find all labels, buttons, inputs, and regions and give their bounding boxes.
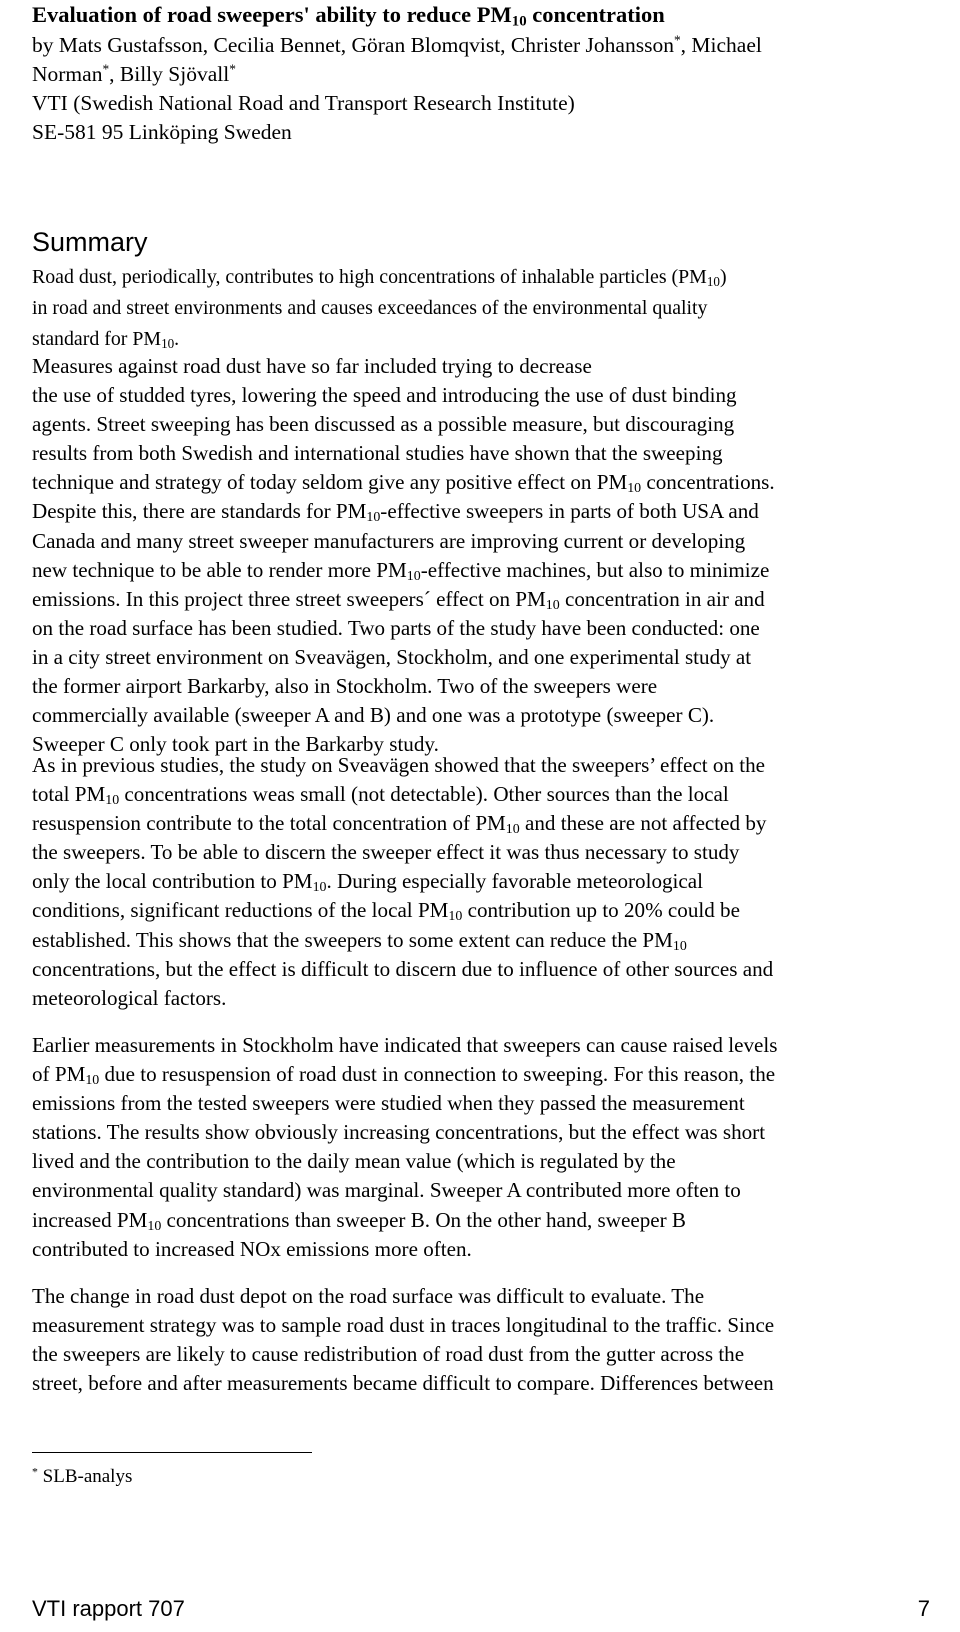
text-line: The change in road dust depot on the road surface was difficult to evaluate. The	[32, 1284, 705, 1308]
text-line: standard for $PM_{10}$.	[32, 328, 180, 351]
text-line: the sweepers. To be able to discern the sweeper effect it was thus necessary to study	[32, 840, 740, 865]
footnote-separator	[32, 1452, 312, 1453]
text-line: results from both Swedish and international studies have shown that the sweeping	[32, 441, 723, 466]
text-line: stations. The results show obviously increasing concentrations, but the effect was short	[32, 1120, 766, 1145]
text-line: As in previous studies, the study on Sveavägen showed that the sweepers’ effect on the	[32, 753, 766, 777]
text-line: agents. Street sweeping has been discussed as a possible measure, but discouraging	[32, 412, 735, 437]
paragraph-emissions	[32, 1031, 952, 1264]
text-line: established. This shows that the sweepers to some extent can reduce the $PM_{10}$	[32, 927, 687, 954]
institute-address: SE-581 95 Linköping Sweden	[32, 120, 292, 144]
text-line: resuspension contribute to the total concentration of $PM_{10}$ and these are not affected by	[32, 811, 767, 838]
text-line: meteorological factors.	[32, 985, 227, 1010]
text-line: the former airport Barkarby, also in Stockholm. Two of the sweepers were	[32, 674, 658, 699]
text-line: street, before and after measurements became difficult to compare. Differences between	[32, 1371, 774, 1396]
text-line: technique and strategy of today seldom give any positive effect on $PM_{10}$ concentrations.	[32, 470, 775, 497]
text-line: Canada and many street sweeper manufacturers are improving current or developing	[32, 528, 746, 553]
text-line: conditions, significant reductions of the local $PM_{10}$ contribution up to 20% could be	[32, 898, 740, 925]
text-line: measurement strategy was to sample road dust in traces longitudinal to the traffic. Since	[32, 1313, 775, 1338]
text-line: the sweepers are likely to cause redistribution of road dust from the gutter across the	[32, 1342, 745, 1367]
summary-heading: Summary	[32, 227, 148, 257]
footer-report-name: VTI rapport 707	[32, 1596, 185, 1621]
summary-paragraph-start	[32, 262, 952, 355]
text-line: lived and the contribution to the daily mean value (which is regulated by the	[32, 1149, 676, 1174]
text-line: the use of studded tyres, lowering the speed and introducing the use of dust binding	[32, 383, 737, 408]
text-line: only the local contribution to $PM_{10}$. During especially favorable meteorological	[32, 869, 703, 896]
text-line: of $PM_{10}$ due to resuspension of road dust in connection to sweeping. For this reason, the	[32, 1062, 776, 1089]
text-line: commercially available (sweeper A and B) and one was a prototype (sweeper C).	[32, 703, 715, 728]
footer-page-number: 7	[917, 1596, 930, 1621]
document-title: Evaluation of road sweepers' ability to reduce $PM_{10}$ concentration	[32, 2, 665, 30]
text-line: in road and street environments and causes exceedances of the environmental quality	[32, 297, 708, 319]
text-line: environmental quality standard) was marginal. Sweeper A contributed more often to	[32, 1178, 741, 1203]
text-line: Despite this, there are standards for $PM_{10}$-effective sweepers in parts of both USA and	[32, 499, 759, 526]
institute-name: VTI (Swedish National Road and Transport Research Institute)	[32, 91, 575, 115]
text-line: total $PM_{10}$ concentrations weas small (not detectable). Other sources than the local	[32, 782, 729, 809]
paragraph-road-dust-depot	[32, 1282, 952, 1398]
text-line: in a city street environment on Sveavägen, Stockholm, and one experimental study at	[32, 644, 752, 669]
author-line-1: by Mats Gustafsson, Cecilia Bennet, Göran Blomqvist, Christer Johansson*, Michael	[32, 32, 762, 57]
text-line: Sweeper C only took part in the Barkarby study.	[32, 732, 439, 757]
text-line: Earlier measurements in Stockholm have indicated that sweepers can cause raised levels	[32, 1033, 778, 1057]
author-line-2: Norman*, Billy Sjövall*	[32, 61, 236, 86]
text-line: new technique to be able to render more $PM_{10}$-effective machines, but also to minimize	[32, 557, 770, 584]
summary-paragraph-continued	[32, 352, 952, 759]
text-line: Measures against road dust have so far included trying to decrease	[32, 354, 592, 378]
text-line: contributed to increased NOx emissions more often.	[32, 1236, 472, 1261]
text-line: increased $PM_{10}$ concentrations than sweeper B. On the other hand, sweeper B	[32, 1207, 686, 1234]
text-line: concentrations, but the effect is difficult to discern due to influence of other sources and	[32, 956, 774, 981]
paragraph-sveavagen-study	[32, 751, 952, 1013]
author-block	[32, 31, 952, 147]
text-line: emissions. In this project three street sweepers´ effect on $PM_{10}$ concentration in air and	[32, 586, 765, 613]
text-line: emissions from the tested sweepers were studied when they passed the measurement	[32, 1091, 745, 1116]
footnote: * SLB-analys	[32, 1465, 133, 1487]
text-line: on the road surface has been studied. Two parts of the study have been conducted: one	[32, 615, 760, 640]
text-line: Road dust, periodically, contributes to high concentrations of inhalable particles $(PM_{10})$	[32, 266, 727, 289]
